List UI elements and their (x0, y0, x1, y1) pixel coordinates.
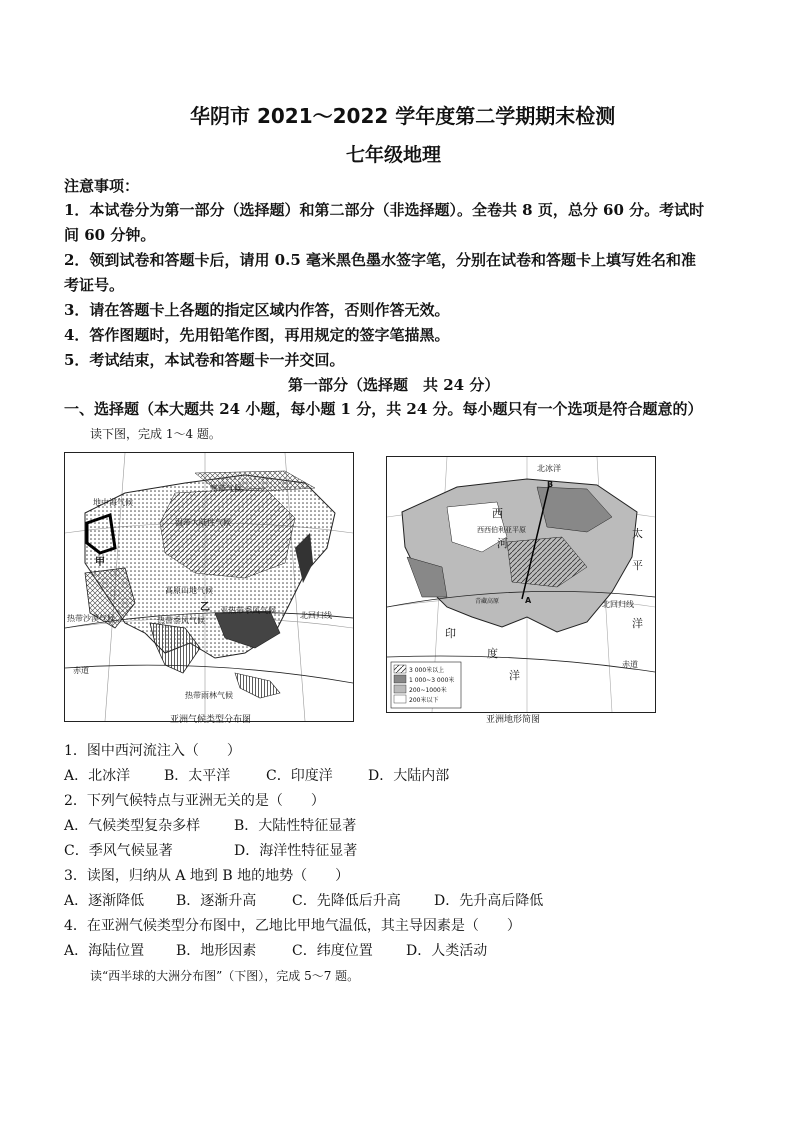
q3-option-b: B．逐渐升高 (176, 893, 257, 909)
q2-option-a: A．气候类型复杂多样 (64, 818, 201, 834)
note-line: 4．答作图题时，先用铅笔作图，再用规定的签字笔描黑。 (64, 326, 450, 344)
label-subarctic: 寒带气候 (210, 484, 242, 493)
q4-option-b: B．地形因素 (176, 943, 257, 959)
label-tropical-desert: 热带沙漠气候 (67, 614, 115, 623)
label-temperate-continental: 温带大陆性气候 (175, 518, 231, 527)
q1-option-d: D．大陆内部 (368, 768, 450, 784)
next-question-intro: 读“西半球的大洲分布图”（下图），完成 5～7 题。 (90, 969, 360, 983)
legend-item: 3 000米以上 (409, 667, 445, 674)
label-xi: 西 (492, 507, 503, 520)
label-indian-1: 印 (445, 627, 456, 640)
q4-option-c: C．纬度位置 (292, 943, 373, 959)
exam-title: 华阴市 2021～2022 学年度第二学期期末检测 (190, 104, 616, 128)
q3-option-a: A．逐渐降低 (64, 893, 145, 909)
label-jia: 甲 (95, 557, 105, 568)
question-2-stem: 2．下列气候特点与亚洲无关的是（ ） (64, 793, 325, 809)
label-tropic: 北回归线 (300, 611, 332, 620)
label-he: 河 (497, 537, 508, 550)
q4-option-a: A．海陆位置 (64, 943, 145, 959)
label-pacific-1: 太 (632, 527, 643, 540)
question-3-stem: 3．读图，归纳从 A 地到 B 地的地势（ ） (64, 868, 350, 884)
label-arctic: 北冰洋 (537, 464, 561, 473)
asia-terrain-map (386, 456, 656, 713)
note-line: 5．考试结束，本试卷和答题卡一并交回。 (64, 351, 345, 369)
label-equator: 赤道 (73, 666, 89, 675)
note-line: 间 60 分钟。 (64, 226, 156, 244)
question-4-stem: 4．在亚洲气候类型分布图中，乙地比甲地气温低，其主导因素是（ ） (64, 918, 521, 934)
label-b: B (547, 480, 554, 489)
label-west-siberia: 西西伯利亚平原 (477, 526, 526, 534)
label-tropic-right: 北回归线 (602, 600, 634, 609)
climate-map-caption: 亚洲气候类型分布图 (170, 715, 252, 725)
label-yi: 乙 (200, 602, 210, 613)
exam-subtitle: 七年级地理 (346, 144, 442, 166)
label-subtropical-monsoon: 亚热带季风气候 (220, 606, 276, 615)
q1-option-a: A．北冰洋 (64, 768, 131, 784)
q2-option-d: D．海洋性特征显著 (234, 843, 358, 859)
note-line: 1．本试卷分为第一部分（选择题）和第二部分（非选择题）。全卷共 8 页，总分 60 分。考试时 (64, 201, 705, 219)
label-mediterranean: 地中海气候 (93, 498, 133, 507)
climate-map-figure (65, 453, 353, 721)
label-pacific-3: 洋 (632, 617, 643, 630)
legend-item: 200米以下 (409, 697, 439, 704)
label-tropical-monsoon: 热带季风气候 (157, 616, 205, 625)
label-indian-2: 度 (487, 647, 498, 660)
q2-option-c: C．季风气候显著 (64, 843, 173, 859)
label-pacific-2: 平 (632, 559, 643, 572)
asia-climate-map (64, 452, 354, 722)
notes-heading: 注意事项： (64, 177, 140, 195)
label-highland: 高原山地气候 (165, 586, 213, 595)
note-line: 2．领到试卷和答题卡后，请用 0.5 毫米黑色墨水签字笔，分别在试卷和答题卡上填写姓名和准 (64, 251, 696, 269)
note-line: 考证号。 (64, 276, 125, 294)
legend-item: 1 000~3 000米 (409, 677, 455, 684)
legend-item: 200~1000米 (409, 687, 447, 694)
label-indian-3: 洋 (509, 669, 520, 682)
section-instructions: 一、选择题（本大题共 24 小题，每小题 1 分，共 24 分。每小题只有一个选项是符合题意的） (64, 400, 703, 418)
q3-option-c: C．先降低后升高 (292, 893, 401, 909)
label-a: A (525, 596, 532, 605)
part1-title: 第一部分（选择题 共 24 分） (288, 376, 500, 394)
terrain-map-figure (387, 457, 655, 712)
label-qinghai: 青藏高原 (475, 598, 500, 605)
terrain-map-caption: 亚洲地形简图 (486, 715, 541, 725)
note-line: 3．请在答题卡上各题的指定区域内作答，否则作答无效。 (64, 301, 450, 319)
label-equator-right: 赤道 (622, 660, 638, 669)
question-1-stem: 1．图中西河流注入（ ） (64, 743, 241, 759)
label-rainforest: 热带雨林气候 (185, 691, 233, 700)
q1-option-c: C．印度洋 (266, 768, 333, 784)
q1-option-b: B．太平洋 (164, 768, 231, 784)
q4-option-d: D．人类活动 (406, 943, 488, 959)
q3-option-d: D．先升高后降低 (434, 893, 544, 909)
question-intro: 读下图，完成 1～4 题。 (90, 427, 221, 441)
q2-option-b: B．大陆性特征显著 (234, 818, 357, 834)
